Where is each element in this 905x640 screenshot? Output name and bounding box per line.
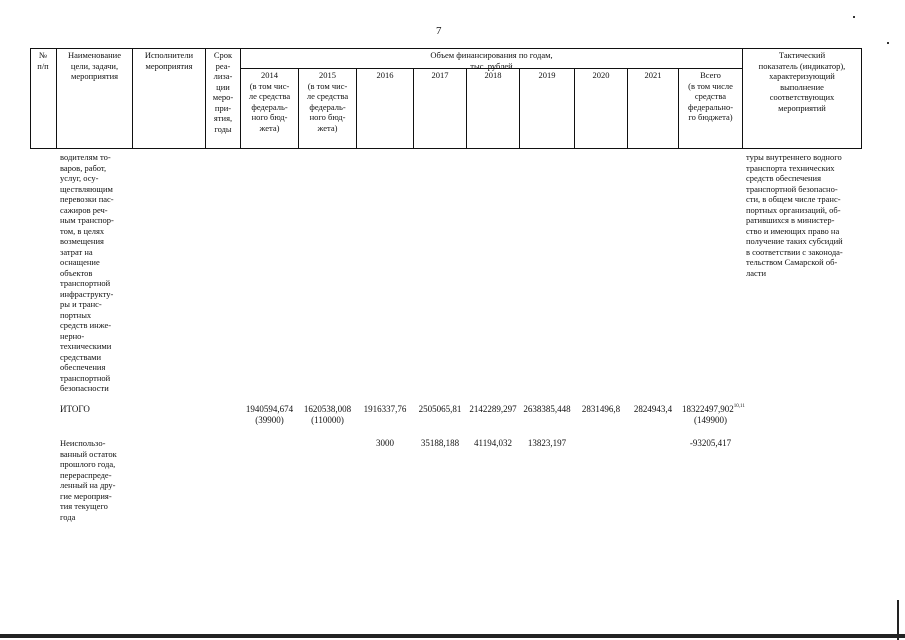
total-all-years-value: 18322497,902 (682, 404, 734, 414)
total-2021: 2824943,4 (633, 404, 673, 414)
header-funding-title: Объем финансирования по годам, тыс. рублей (430, 50, 553, 71)
page-number: 7 (436, 25, 442, 37)
total-all-years-federal: (149900) (694, 415, 727, 425)
unused-balance-label: Неиспользо- ванный остаток прошлого года, перераспреде- ленный на дру- гие мероприя- тия текущего года (60, 438, 117, 522)
total-2020: 2831496,8 (581, 404, 621, 414)
total-2016: 1916337,76 (363, 404, 407, 414)
total-2014: 1940594,674 (245, 404, 294, 414)
header-year-2018: 2018 (484, 70, 502, 80)
footnote-ref: 10,11 (733, 404, 745, 409)
header-year-2021: 2021 (644, 70, 662, 80)
scan-speck (853, 16, 855, 18)
total-2014-federal: (39900) (255, 415, 284, 425)
header-year-2017: 2017 (431, 70, 449, 80)
total-2018: 2142289,297 (469, 404, 517, 414)
total-2015: 1620538,008 (303, 404, 352, 414)
scan-edge-bottom (0, 634, 905, 638)
header-total: Всего (в том числе средства федерально- го бюджета) (687, 70, 734, 122)
header-col-term: Срок реа- лиза- ции меро- при- ятия, годы (212, 50, 234, 134)
header-year-2015: 2015 (в том чис- ле средства федераль- ного бюд- жета) (306, 70, 349, 133)
header-col-executors: Исполнители мероприятия (144, 50, 194, 71)
header-col-number: № п/п (37, 50, 49, 71)
scan-speck (887, 42, 889, 44)
measure-name-continued: водителям то- варов, работ, услуг, осу- ществляющим перевозки пас- сажиров реч- ным транспор- том, в целях возмещения затрат на оснащение объектов транспортной инфраструкту- ры и транс- портных средств инже- нерно- техническими средствами обеспечения транспортной безопасности (60, 152, 114, 393)
header-year-2020: 2020 (592, 70, 610, 80)
unused-2019: 13823,197 (527, 438, 567, 448)
indicator-text-continued: туры внутреннего водного транспорта технических средств обеспечения транспортной безопасно- сти, в общем числе транс- портных организаций, об- ратившихся в министер- ство и имеющих право на получение таких субсидий в соответствии с законода- тельством Самарской об- ласти (746, 152, 843, 278)
header-year-2019: 2019 (538, 70, 556, 80)
header-col-name: Наименование цели, задачи, мероприятия (68, 50, 121, 81)
total-all-years (682, 404, 745, 415)
header-year-2014: 2014 (в том чис- ле средства федераль- ного бюд- жета) (248, 70, 291, 133)
header-indicator: Тактический показатель (индикатор), характеризующий выполнение соответствующих мероприятий (758, 50, 846, 113)
total-row-label: ИТОГО (60, 404, 90, 414)
total-2015-federal: (110000) (311, 415, 344, 425)
unused-2016: 3000 (376, 438, 394, 448)
unused-2017: 35188,188 (420, 438, 460, 448)
unused-2018: 41194,032 (474, 438, 512, 448)
unused-total: -93205,417 (689, 438, 732, 448)
header-year-2016: 2016 (376, 70, 394, 80)
total-2017: 2505065,81 (418, 404, 462, 414)
total-2019: 2638385,448 (523, 404, 571, 414)
